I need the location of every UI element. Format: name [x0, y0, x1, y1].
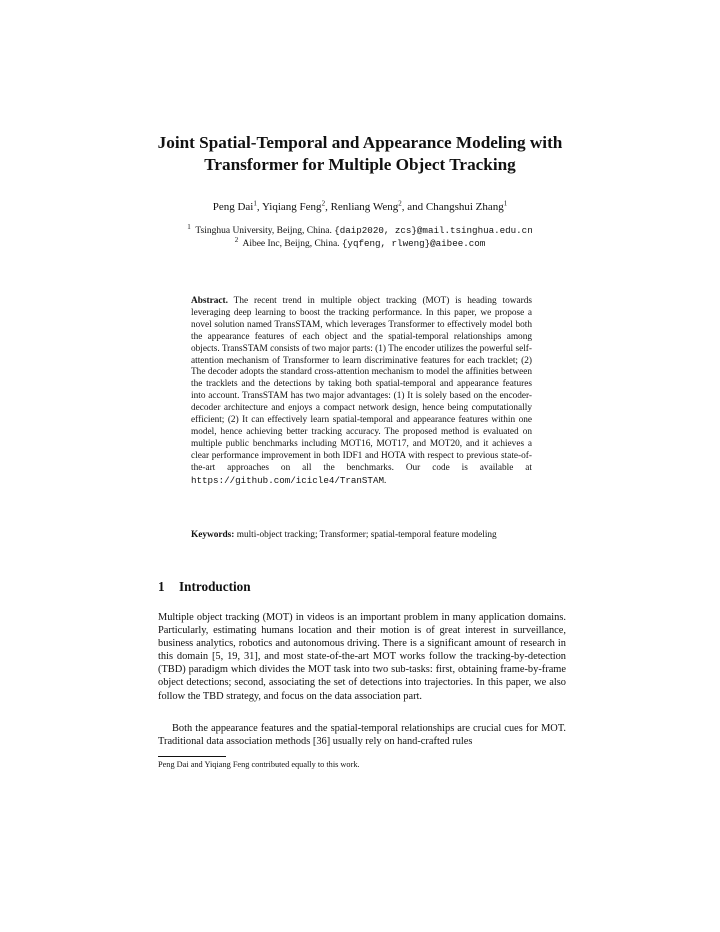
keywords — [191, 530, 532, 542]
body-paragraph: Multiple object tracking (MOT) in videos is an important problem in many application domains. Particularly, estimating humans location and their motion is of great interest in surveillance, business analytics, robotics and autonomous driving. There is a significant amount of research in this domain [5, 19, 31], and most state-of-the-art MOT works follow the tracking-by-detection (TBD) paradigm which divides the MOT task into two sub-tasks: first, obtaining frame-by-frame object detections; second, associating the set of detections into trajectories. In this paper, we also follow the TBD strategy, and focus on the data association part. — [158, 612, 566, 702]
title-line-1: Joint Spatial-Temporal and Appearance Modeling with — [157, 133, 563, 152]
affiliation-mark: 1 — [187, 222, 191, 231]
affiliation-email[interactable]: {daip2020, zcs}@mail.tsinghua.edu.cn — [334, 225, 533, 236]
section-title: Introduction — [179, 579, 251, 594]
author-affil-mark: 2 — [321, 199, 326, 208]
author-affil-mark: 2 — [398, 199, 402, 208]
author-list: Peng Dai$^1$, Yiqiang Feng$^2$, Renliang Weng$^2$, and Changshui Zhang$^1$ — [212, 199, 508, 213]
keywords-text: multi-object tracking; Transformer; spatial-temporal feature modeling — [236, 530, 497, 540]
author-name: and Changshui Zhang — [407, 201, 504, 213]
footnote-rule — [158, 756, 226, 757]
affiliation-text: Tsinghua University, Beijng, China. — [195, 226, 332, 236]
abstract-label: Abstract. — [191, 296, 228, 306]
author-affil-mark: 1 — [253, 199, 257, 208]
abstract — [191, 296, 532, 488]
section-heading — [158, 579, 251, 595]
affiliation-email[interactable]: {yqfeng, rlweng}@aibee.com — [341, 238, 486, 249]
paper-title — [120, 132, 600, 176]
affiliation-mark: 2 — [234, 235, 239, 244]
author-name: Peng Dai — [212, 201, 254, 213]
affiliation-1 — [120, 222, 600, 237]
author-affil-mark: 1 — [503, 199, 508, 208]
code-link[interactable]: https://github.com/icicle4/TranSTAM — [191, 474, 384, 486]
body-paragraph: Both the appearance features and the spatial-temporal relationships are crucial cues for MOT. Traditional data association methods [36] usually rely on hand-crafted rules — [158, 723, 566, 748]
footnote: Peng Dai and Yiqiang Feng contributed equally to this work. — [158, 760, 360, 769]
section-number: 1 — [158, 579, 165, 594]
abstract-end: . — [383, 475, 387, 486]
affiliation-2 — [120, 235, 600, 250]
title-line-2: Transformer for Multiple Object Tracking — [204, 155, 516, 174]
keywords-label: Keywords: — [191, 530, 235, 540]
abstract-text: The recent trend in multiple object tracking (MOT) is heading towards leveraging deep learning to boost the tracking performance. In this paper, we propose a novel solution named TransSTAM, which leverages Transformer to effectively model both the appearance features of each object and the spatial-temporal relationships among objects. TransSTAM consists of two major parts: (1) The encoder utilizes the powerful self-attention mechanism of Transformer to learn discriminative features for each tracklet; (2) The decoder adopts the standard cross-attention mechanism to model the affinities between the tracklets and the detections by taking both spatial-temporal and appearance features into account. TransSTAM has two major advantages: (1) It is solely based on the encoder-decoder architecture and enjoys a compact network design, hence being computationally efficient; (2) It can effectively learn spatial-temporal and appearance features within one model, hence achieving better tracking accuracy. The proposed method is evaluated on multiple public benchmarks including MOT16, MOT17, and MOT20, and it achieves a clear performance improvement in both IDF1 and HOTA with respect to previous state-of-the-art approaches on all the benchmarks. Our code is available at — [191, 296, 532, 473]
author-name: Yiqiang Feng — [261, 201, 322, 213]
affiliation-text: Aibee Inc, Beijng, China. — [242, 239, 340, 249]
author-name: Renliang Weng — [330, 201, 399, 213]
